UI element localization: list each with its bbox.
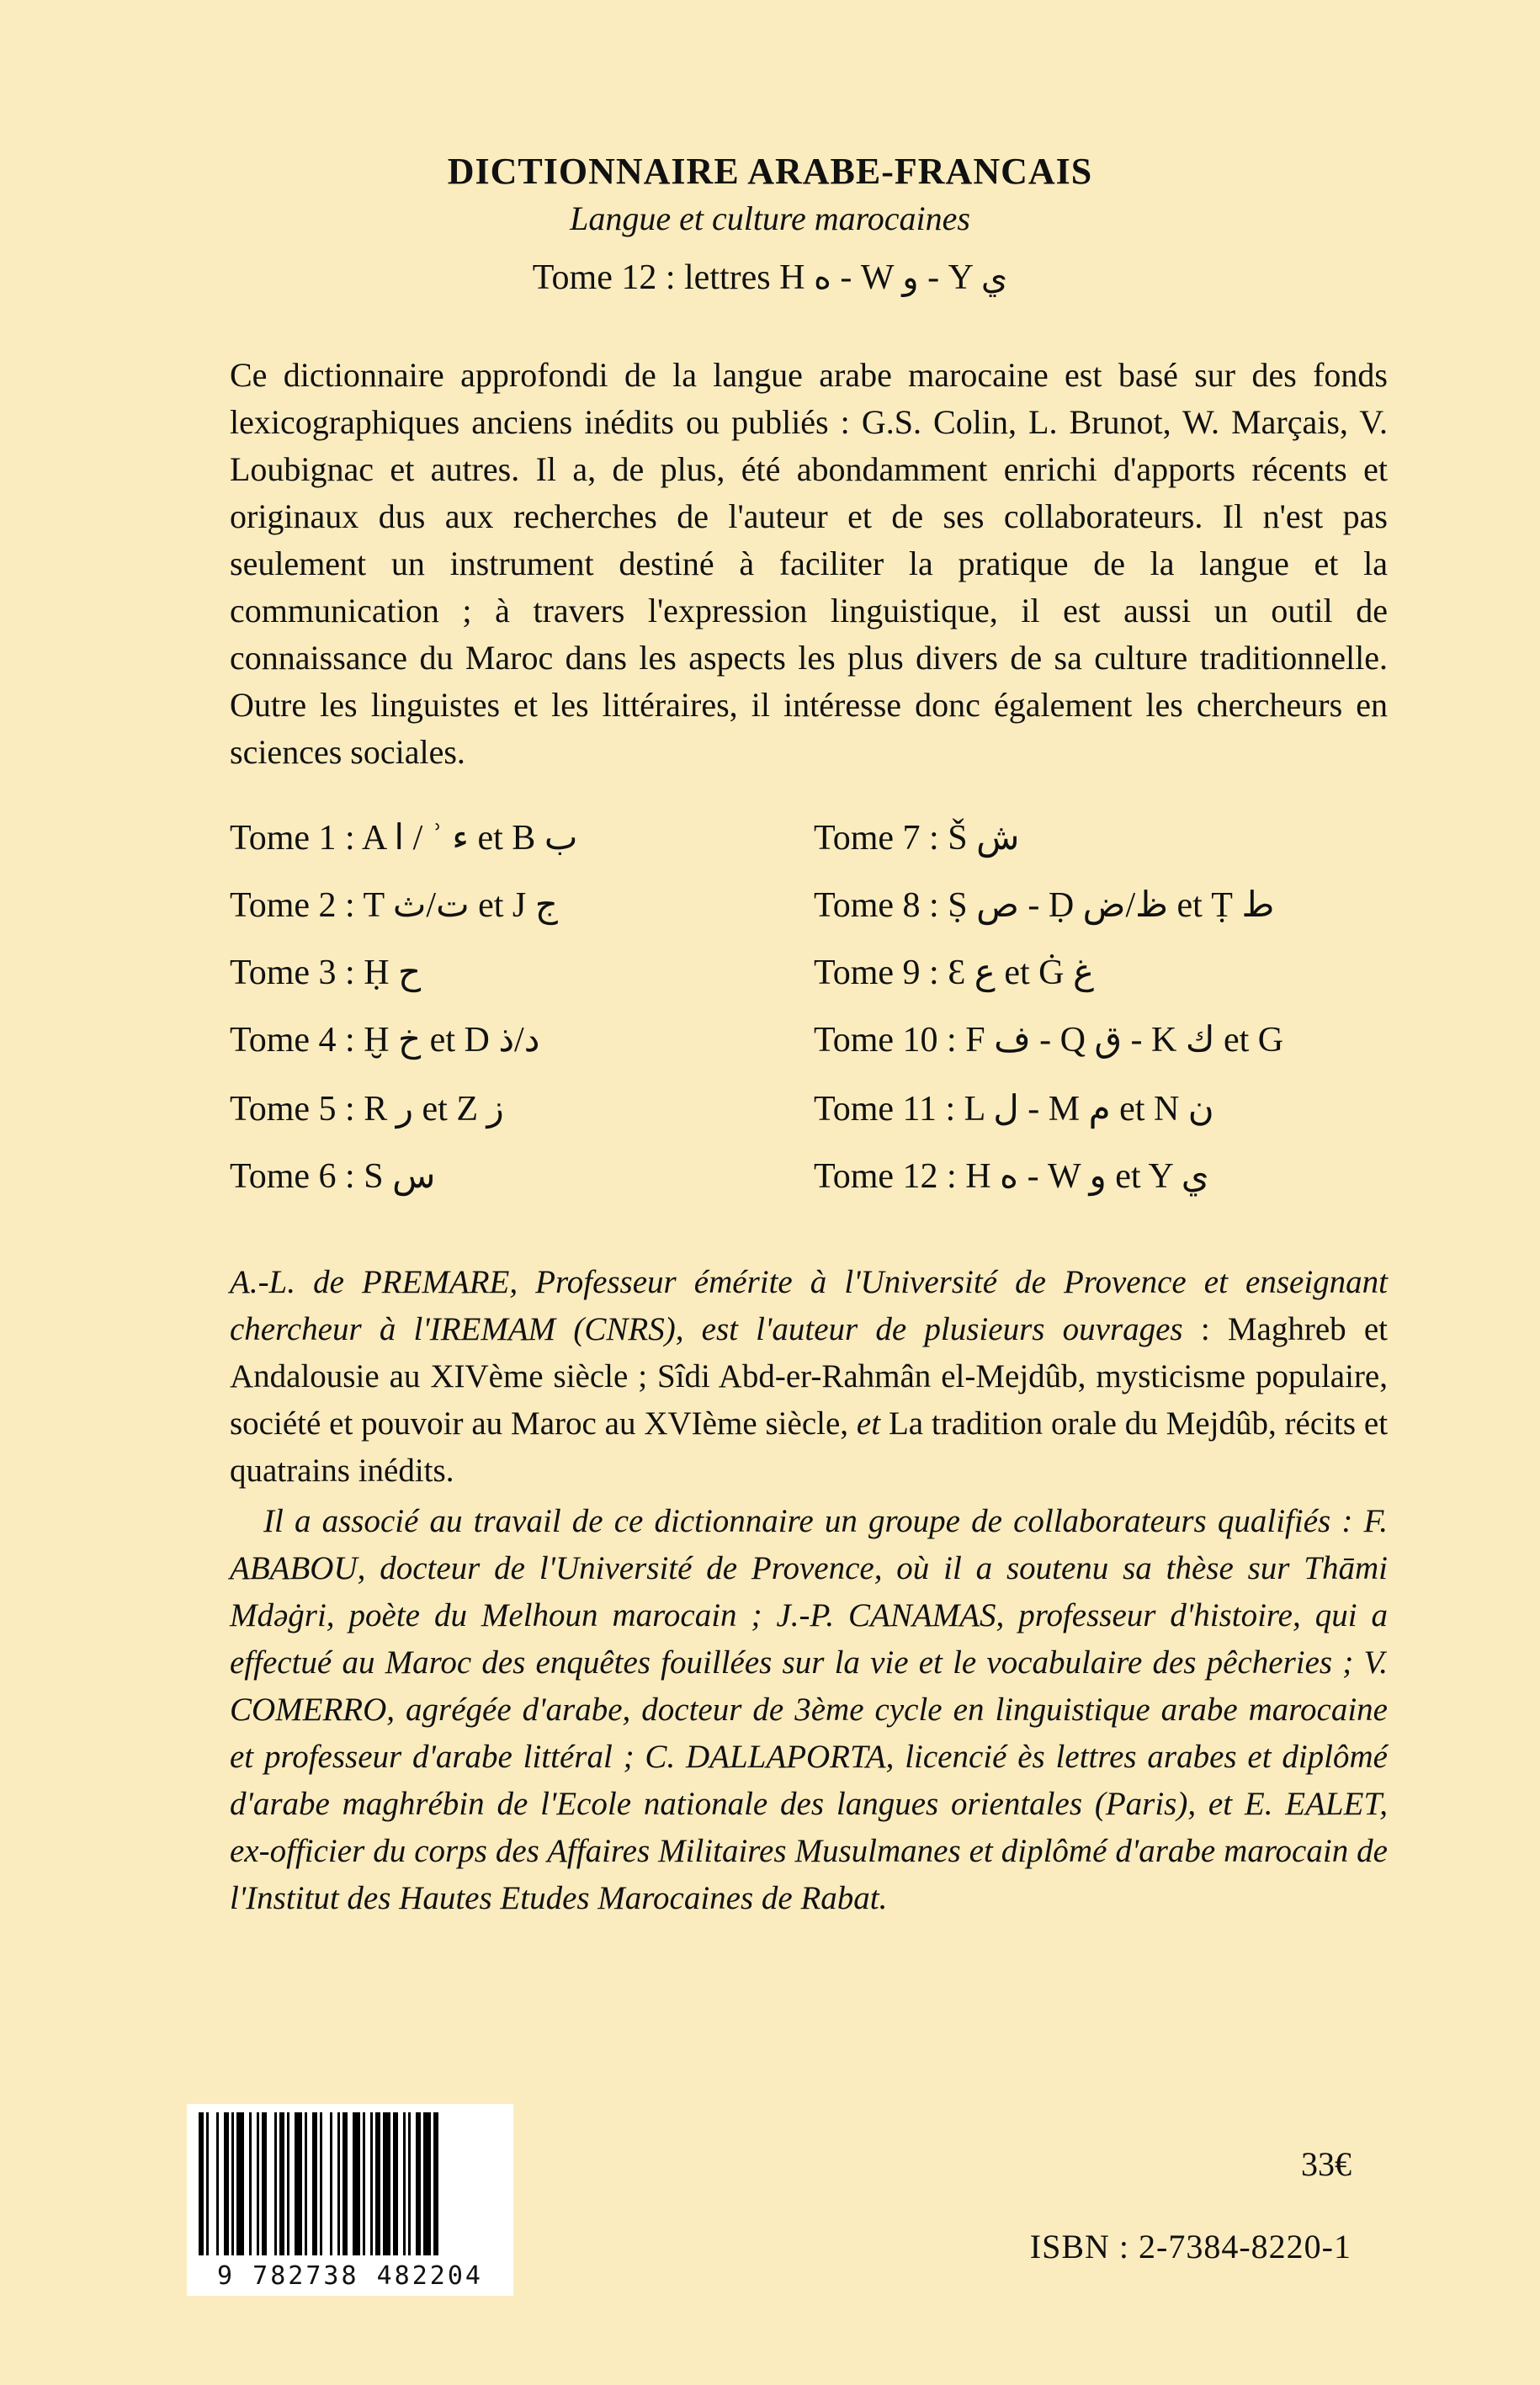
price: 33€ [1301, 2145, 1351, 2183]
barcode-bar [257, 2112, 259, 2255]
author-works: : Maghreb et Andalousie au XIVème siècle ; Sîdi Abd-er-Rahmân el-Mejdûb, mysticisme populaire, société et pouvoir au Maroc au XVIème siècle, [230, 1311, 1389, 1442]
barcode-bar [279, 2112, 284, 2255]
barcode-bar [199, 2112, 204, 2255]
barcode [187, 2104, 513, 2296]
barcode-bar [375, 2112, 380, 2255]
arabic-letter-ha: ه [813, 258, 831, 297]
barcode-bar [312, 2112, 317, 2255]
volume-item: Tome 7 : Š ش [814, 819, 1020, 858]
barcode-bar [224, 2112, 229, 2255]
barcode-bars [187, 2104, 513, 2264]
barcode-bar [383, 2112, 390, 2255]
barcode-bar [262, 2112, 267, 2255]
barcode-bar [408, 2112, 411, 2255]
volume-item: Tome 3 : Ḥ ح [230, 953, 422, 992]
book-subtitle: Langue et culture marocaines [570, 199, 970, 237]
volume-item: Tome 2 : T ت/ث et J ج [230, 886, 558, 925]
description-paragraph: Ce dictionnaire approfondi de la langue arabe marocaine est basé sur des fonds lexicographiques anciens inédits ou publiés : G.S. Colin, L. Brunot, W. Marçais, V. Loubignac et autres. Il a, de plus, été abondamment enrichi d'apports récents et originaux dus aux recherches de l'auteur et de ses collaborateurs. Il n'est pas seulement un instrument destiné à faciliter la pratique de la langue et la communication ; à travers l'expression linguistique, il est aussi un outil de connaissance du Maroc dans les aspects les plus divers de sa culture traditionnelle. Outre les linguistes et les littéraires, il intéresse donc également les chercheurs en sciences sociales. [230, 356, 1388, 771]
barcode-bar [393, 2112, 398, 2255]
barcode-bar [330, 2112, 332, 2255]
volume-item: Tome 10 : F ف - Q ق - K ك et G [814, 1021, 1284, 1060]
barcode-bar [363, 2112, 365, 2255]
barcode-bar [416, 2112, 421, 2255]
arabic-letter-ya: ي [980, 258, 1008, 297]
barcode-bar [249, 2112, 252, 2255]
volume-separator-w: - W [840, 258, 894, 297]
volume-item: Tome 9 : Ɛ ع et Ġ غ [814, 953, 1095, 992]
barcode-bar [216, 2112, 219, 2255]
barcode-bar [433, 2112, 438, 2255]
collaborators-paragraph: Il a associé au travail de ce dictionnaire un groupe de collaborateurs qualifiés : F. ABABOU, docteur de l'Université de Provence, où il a soutenu sa thèse sur Thāmi Mdǝġri, poète du Melhoun marocain ; J.-P. CANAMAS, professeur d'histoire, qui a effectué au Maroc des enquêtes fouillées sur la vie et le vocabulaire des pêcheries ; V. COMERRO, agrégée d'arabe, docteur de 3ème cycle en linguistique arabe marocaine et professeur d'arabe littéral ; C. DALLAPORTA, licencié ès lettres arabes et diplômé d'arabe maghrébin de l'Ecole nationale des langues orientales (Paris), et E. EALET, ex-officier du corps des Affaires Militaires Musulmanes et diplômé d'arabe marocain de l'Institut des Hautes Etudes Marocaines de Rabat. [230, 1503, 1388, 1916]
barcode-bar [231, 2112, 234, 2255]
volume-separator-y: - Y [927, 258, 973, 297]
author-intro: A.-L. de PREMARE, Professeur émérite à l'Université de Provence et enseignant chercheur à l'IREMAM (CNRS), est l'auteur de plusieurs ouvrages [230, 1264, 1388, 1347]
volume-item: Tome 1 : A ا / ʾ ء et B ب [230, 819, 578, 858]
barcode-bar [236, 2112, 244, 2255]
volume-label: Tome 12 : lettres H [532, 258, 805, 297]
barcode-bar [403, 2112, 406, 2255]
barcode-bar [343, 2112, 348, 2255]
author-works-conjunction: et [856, 1405, 881, 1442]
volume-item: Tome 8 : Ṣ ص - Ḍ ظ/ض et Ṭ ط [814, 886, 1275, 925]
barcode-bar [320, 2112, 322, 2255]
barcode-bar [337, 2112, 340, 2255]
volume-list [230, 816, 1374, 1203]
arabic-letter-waw: و [902, 258, 919, 297]
volume-line [0, 258, 1540, 298]
isbn: ISBN : 2-7384-8220-1 [1029, 2228, 1351, 2265]
volume-item: Tome 11 : L ل - M م et N ن [814, 1090, 1214, 1129]
barcode-bar [287, 2112, 289, 2255]
volume-item: Tome 5 : R ر et Z ز [230, 1090, 504, 1129]
barcode-bar [295, 2112, 302, 2255]
barcode-number: 9 782738 482204 [217, 2261, 483, 2291]
volume-item: Tome 4 : Ḫ خ et D د/ذ [230, 1021, 540, 1060]
book-title: DICTIONNAIRE ARABE-FRANCAIS [447, 151, 1093, 192]
barcode-bar [353, 2112, 360, 2255]
author-bio [230, 1259, 1388, 1495]
author-works-2: La tradition orale du Mejdûb, récits et quatrains inédits. [230, 1405, 1389, 1489]
barcode-bar [206, 2112, 209, 2255]
barcode-bar [274, 2112, 277, 2255]
volume-item: Tome 12 : H ه - W و et Y ي [814, 1157, 1209, 1196]
barcode-bar [370, 2112, 373, 2255]
volume-item: Tome 6 : S س [230, 1157, 436, 1196]
barcode-bar [305, 2112, 307, 2255]
barcode-bar [423, 2112, 431, 2255]
